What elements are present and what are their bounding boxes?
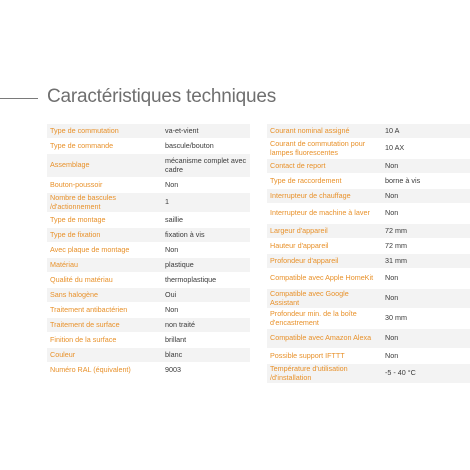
spec-value: mécanisme complet avec cadre bbox=[158, 154, 250, 178]
spec-label: Hauteur d'appareil bbox=[267, 239, 378, 254]
spec-row bbox=[47, 303, 250, 318]
spec-value: Oui bbox=[158, 288, 250, 303]
spec-row bbox=[267, 239, 470, 254]
spec-label: Numéro RAL (équivalent) bbox=[47, 363, 158, 378]
page-title: Caractéristiques techniques bbox=[47, 86, 277, 107]
spec-table-right-body bbox=[267, 124, 470, 384]
spec-label: Bouton-poussoir bbox=[47, 178, 158, 193]
spec-value: borne à vis bbox=[378, 174, 470, 189]
spec-row bbox=[267, 309, 470, 329]
spec-row bbox=[47, 243, 250, 258]
spec-row bbox=[267, 349, 470, 364]
spec-row bbox=[267, 364, 470, 384]
spec-row bbox=[47, 193, 250, 213]
spec-value: Non bbox=[378, 269, 470, 289]
spec-row bbox=[47, 288, 250, 303]
spec-value: 10 A bbox=[378, 124, 470, 139]
spec-label: Nombre de bascules /d'actionnement bbox=[47, 193, 158, 213]
spec-value: 72 mm bbox=[378, 239, 470, 254]
spec-label: Type de commutation bbox=[47, 124, 158, 139]
spec-label: Profondeur d'appareil bbox=[267, 254, 378, 269]
spec-value: fixation à vis bbox=[158, 228, 250, 243]
spec-label: Interrupteur de machine à laver bbox=[267, 204, 378, 224]
spec-label: Possible support IFTTT bbox=[267, 349, 378, 364]
spec-value: Non bbox=[158, 178, 250, 193]
spec-label: Assemblage bbox=[47, 154, 158, 178]
spec-label: Largeur d'appareil bbox=[267, 224, 378, 239]
spec-label: Courant de commutation pour lampes fluorescentes bbox=[267, 139, 378, 159]
spec-value: non traité bbox=[158, 318, 250, 333]
spec-label: Avec plaque de montage bbox=[47, 243, 158, 258]
spec-value: Non bbox=[378, 159, 470, 174]
spec-value: 30 mm bbox=[378, 309, 470, 329]
spec-value: blanc bbox=[158, 348, 250, 363]
spec-value: saillie bbox=[158, 213, 250, 228]
spec-value: 10 AX bbox=[378, 139, 470, 159]
spec-value: thermoplastique bbox=[158, 273, 250, 288]
spec-value: plastique bbox=[158, 258, 250, 273]
spec-row bbox=[47, 213, 250, 228]
spec-row bbox=[267, 159, 470, 174]
spec-row bbox=[47, 178, 250, 193]
spec-label: Compatible avec Amazon Alexa bbox=[267, 329, 378, 349]
spec-value: Non bbox=[378, 349, 470, 364]
spec-value: Non bbox=[378, 329, 470, 349]
spec-label: Profondeur min. de la boîte d'encastrement bbox=[267, 309, 378, 329]
spec-label: Type de montage bbox=[47, 213, 158, 228]
spec-row bbox=[267, 224, 470, 239]
spec-label: Contact de report bbox=[267, 159, 378, 174]
spec-value: 1 bbox=[158, 193, 250, 213]
spec-value: Non bbox=[378, 204, 470, 224]
spec-label: Finition de la surface bbox=[47, 333, 158, 348]
spec-row bbox=[47, 154, 250, 178]
spec-label: Matériau bbox=[47, 258, 158, 273]
spec-row bbox=[267, 174, 470, 189]
spec-label: Traitement de surface bbox=[47, 318, 158, 333]
spec-label: Interrupteur de chauffage bbox=[267, 189, 378, 204]
spec-row bbox=[47, 139, 250, 154]
spec-label: Compatible avec Apple HomeKit bbox=[267, 269, 378, 289]
spec-label: Type de raccordement bbox=[267, 174, 378, 189]
spec-value: Non bbox=[378, 289, 470, 309]
spec-table-left-body bbox=[47, 124, 250, 378]
spec-label: Sans halogène bbox=[47, 288, 158, 303]
spec-value: 9003 bbox=[158, 363, 250, 378]
spec-row bbox=[47, 124, 250, 139]
spec-value: bascule/bouton bbox=[158, 139, 250, 154]
spec-row bbox=[267, 269, 470, 289]
spec-value: Non bbox=[158, 303, 250, 318]
spec-row bbox=[267, 139, 470, 159]
spec-row bbox=[267, 204, 470, 224]
spec-label: Traitement antibactérien bbox=[47, 303, 158, 318]
spec-row bbox=[47, 333, 250, 348]
spec-value: -5 - 40 °C bbox=[378, 364, 470, 384]
spec-label: Type de commande bbox=[47, 139, 158, 154]
spec-label: Qualité du matériau bbox=[47, 273, 158, 288]
spec-label: Compatible avec Google Assistant bbox=[267, 289, 378, 309]
spec-value: 72 mm bbox=[378, 224, 470, 239]
spec-table-right bbox=[267, 124, 470, 384]
spec-table-left bbox=[47, 124, 250, 378]
spec-label: Température d'utilisation /d'installation bbox=[267, 364, 378, 384]
spec-label: Courant nominal assigné bbox=[267, 124, 378, 139]
spec-row bbox=[47, 348, 250, 363]
spec-label: Type de fixation bbox=[47, 228, 158, 243]
spec-value: 31 mm bbox=[378, 254, 470, 269]
spec-row bbox=[267, 289, 470, 309]
spec-row bbox=[47, 228, 250, 243]
spec-row bbox=[47, 363, 250, 378]
spec-row bbox=[47, 258, 250, 273]
spec-row bbox=[47, 273, 250, 288]
spec-value: brillant bbox=[158, 333, 250, 348]
spec-row bbox=[267, 329, 470, 349]
spec-label: Couleur bbox=[47, 348, 158, 363]
spec-row bbox=[267, 254, 470, 269]
heading-divider-line bbox=[0, 98, 38, 99]
spec-row bbox=[267, 189, 470, 204]
spec-value: Non bbox=[378, 189, 470, 204]
spec-value: va-et-vient bbox=[158, 124, 250, 139]
spec-row bbox=[47, 318, 250, 333]
spec-row bbox=[267, 124, 470, 139]
spec-value: Non bbox=[158, 243, 250, 258]
